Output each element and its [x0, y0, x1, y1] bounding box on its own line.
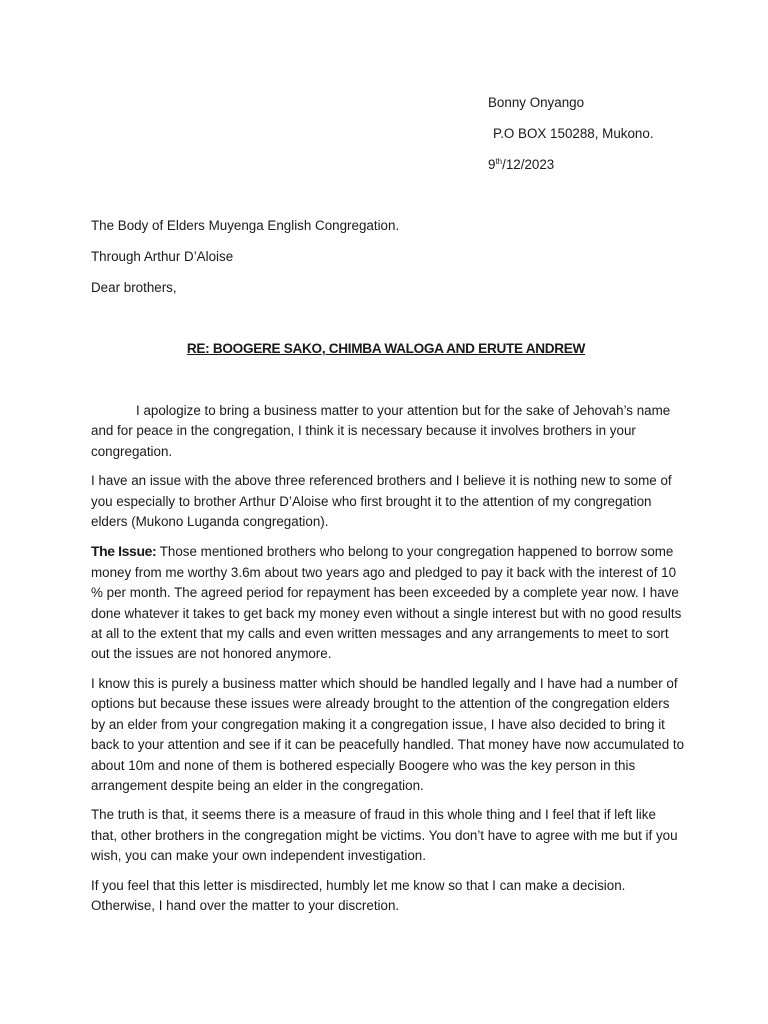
- sender-block: [488, 94, 748, 187]
- paragraph-fraud: The truth is that, it seems there is a measure of fraud in this whole thing and I feel that if left like that, other brothers in the congregation might be victims. You don’t have to agree with me but if you wish, you can make your own independent investigation.: [91, 807, 678, 864]
- letter-date: [488, 156, 748, 187]
- paragraph-issue-intro: I have an issue with the above three referenced brothers and I believe it is nothing new to some of you especially to brother Arthur D’Aloise who first brought it to the attention of my congregation elders (Mukono Luganda congregation).: [91, 473, 672, 530]
- sender-address: P.O BOX 150288, Mukono.: [493, 126, 654, 141]
- issue-text: Those mentioned brothers who belong to your congregation happened to borrow some money from me worthy 3.6m about two years ago and pledged to pay it back with the interest of 10 % per month. The agreed period for repayment has been exceeded by a complete year now. I have done whatever it takes to get back my money even without a single interest but with no good results at all to the extent that my calls and even written messages and any arrangements to meet to sort out the issues are not honored anymore.: [91, 544, 682, 662]
- paragraph-apology: I apologize to bring a business matter to your attention but for the sake of Jehovah’s name and for peace in the congregation, I think it is necessary because it involves brothers in your congregation.: [91, 403, 671, 459]
- paragraph-the-issue: [91, 541, 685, 664]
- date-rest: /12/2023: [502, 157, 555, 172]
- sender-name: Bonny Onyango: [488, 95, 585, 110]
- date-suffix: th: [495, 157, 503, 166]
- through-line: Through Arthur D’Aloise: [91, 249, 234, 264]
- paragraph-business-matter: I know this is purely a business matter which should be handled legally and I have had a number of options but because these issues were already brought to the attention of the congregation elders by an elder from your congregation making it a congregation issue, I have also decided to bring it back to your attention and see if it can be peacefully handled. That money have now accumulated to about 10m and none of them is bothered especially Boogere who was the key person in this arrangement despite being an elder in the congregation.: [91, 675, 685, 793]
- letter-body: [91, 401, 685, 925]
- issue-label: The Issue:: [91, 543, 157, 560]
- recipient-block: [91, 217, 691, 310]
- date-day: 9: [488, 157, 496, 172]
- recipient-line: The Body of Elders Muyenga English Congregation.: [91, 218, 400, 233]
- subject-line: RE: BOOGERE SAKO, CHIMBA WALOGA AND ERUTE ANDREW: [186, 341, 586, 356]
- salutation: Dear brothers,: [91, 280, 177, 295]
- paragraph-closing: If you feel that this letter is misdirected, humbly let me know so that I can make a decision. Otherwise, I hand over the matter to your discretion.: [91, 877, 626, 913]
